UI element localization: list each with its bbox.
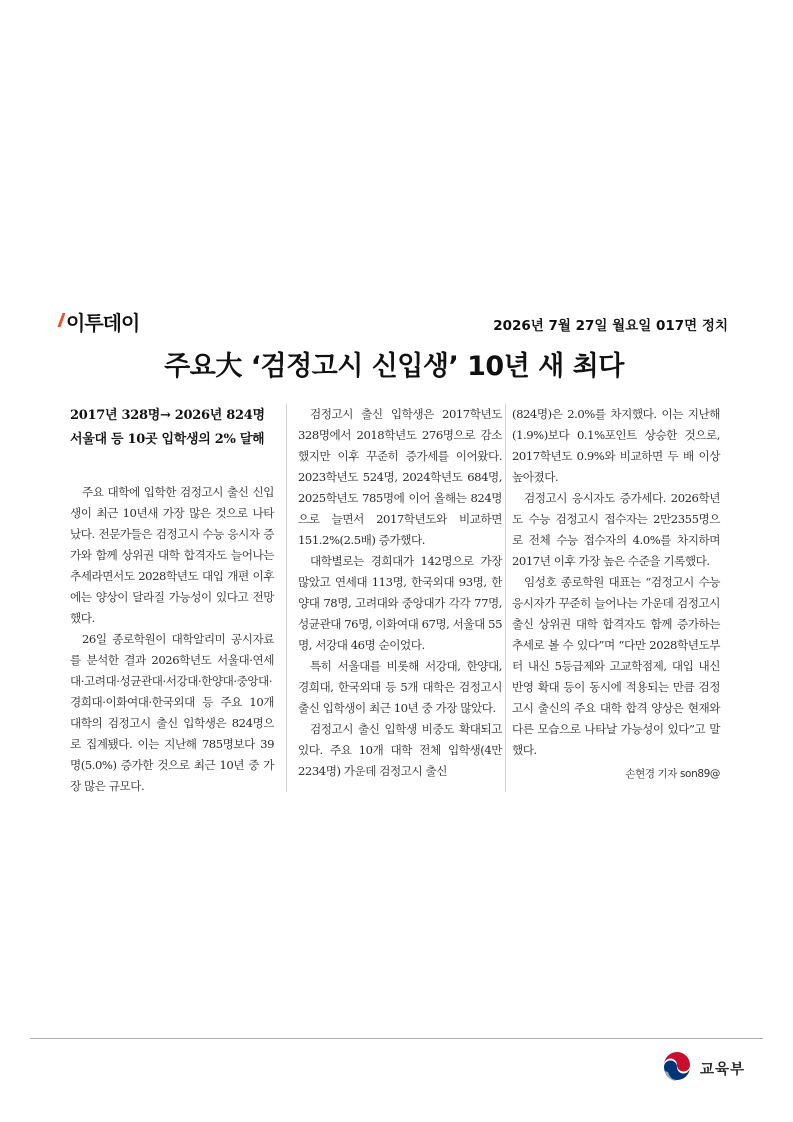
paragraph: 검정고시 출신 입학생 비중도 확대되고 있다. 주요 10개 대학 전체 입학생(4만2234명) 가운데 검정고시 출신 <box>298 722 502 778</box>
newspaper-brand <box>60 307 139 336</box>
byline: 손현경 기자 son89@ <box>625 768 720 780</box>
paragraph: (824명)은 2.0%를 차지했다. 이는 지난해(1.9%)보다 0.1%포인트 상승한 것으로, 2017학년도 0.9%와 비교하면 두 배 이상 높아졌다. <box>512 407 720 484</box>
brand-name: 이투데이 <box>66 311 140 335</box>
footer-divider <box>30 1038 763 1039</box>
brand-accent-mark <box>57 313 65 327</box>
article-column-2 <box>298 404 502 782</box>
paragraph: 26일 종로학원이 대학알리미 공시자료를 분석한 결과 2026학년도 서울대·연세대·고려대·성균관대·서강대·한양대·중앙대·경희대·이화여대·한국외대 등 주요 10개 대학의 검정고시 출신 입학생은 824명으로 집계됐다. 이는 지난해 785명보다 39명(5.0%) 증가한 것으로 최근 10년 중 가장 많은 규모다. <box>70 632 274 793</box>
article-headline: 주요大 ‘검정고시 신입생’ 10년 새 최다 <box>164 351 624 382</box>
paragraph: 특히 서울대를 비롯해 서강대, 한양대, 경희대, 한국외대 등 5개 대학은 검정고시 출신 입학생이 최근 10년 중 가장 많았다. <box>298 659 502 715</box>
subheadline-line: 서울대 등 10곳 입학생의 2% 달해 <box>70 432 265 447</box>
paragraph: 임성호 종로학원 대표는 “검정고시 수능 응시자가 꾸준히 늘어나는 가운데 검정고시 출신 상위권 대학 합격자도 함께 증가하는 추세로 볼 수 있다”며 “다만 2028학년도부터 내신 5등급제와 고교학점제, 대입 내신 반영 확대 등이 동시에 적용되는 만큼 검정고시 출신의 주요 대학 합격 양상은 현재와 다른 모습으로 나타날 가능성이 있다”고 말했다. <box>512 575 720 757</box>
taegeuk-emblem-icon <box>660 1051 694 1085</box>
article-column-3 <box>512 404 720 785</box>
paragraph: 검정고시 출신 입학생은 2017학년도 328명에서 2018학년도 276명으로 감소했지만 이후 꾸준히 증가세를 이어왔다. 2023학년도 524명, 2024학년도 684명, 2025학년도 785명에 이어 올해는 824명으로 늘면서 2017학년도와 비교하면 151.2%(2.5배) 증가했다. <box>298 407 502 547</box>
paragraph: 검정고시 응시자도 증가세다. 2026학년도 수능 검정고시 접수자는 2만2355명으로 전체 수능 접수자의 4.0%를 차지하며 2017년 이후 가장 높은 수준을 기록했다. <box>512 491 720 568</box>
paragraph: 주요 대학에 입학한 검정고시 출신 신입생이 최근 10년새 가장 많은 것으로 나타났다. 전문가들은 검정고시 수능 응시자 증가와 함께 상위권 대학 합격자도 늘어나는 추세라면서도 2028학년도 대입 개편 이후에는 양상이 달라질 가능성이 있다고 전망했다. <box>70 485 274 625</box>
ministry-name: 교육부 <box>700 1061 746 1078</box>
dateline: 2026년 7월 27일 월요일 017면 정치 <box>493 318 728 334</box>
column-divider <box>286 404 287 792</box>
subheadline-line: 2017년 328명→ 2026년 824명 <box>70 408 265 423</box>
article-body <box>60 404 728 824</box>
ministry-logo <box>660 1051 745 1085</box>
paragraph: 대학별로는 경희대가 142명으로 가장 많았고 연세대 113명, 한국외대 93명, 한양대 78명, 고려대와 중앙대가 각각 77명, 성균관대 76명, 이화여대 67명, 서울대 55명, 서강대 46명 순이었다. <box>298 554 502 652</box>
masthead <box>60 310 728 336</box>
article-column-1 <box>70 404 274 797</box>
newspaper-clipping <box>60 310 728 793</box>
column-divider <box>505 404 506 792</box>
article-subheadline <box>70 404 274 452</box>
